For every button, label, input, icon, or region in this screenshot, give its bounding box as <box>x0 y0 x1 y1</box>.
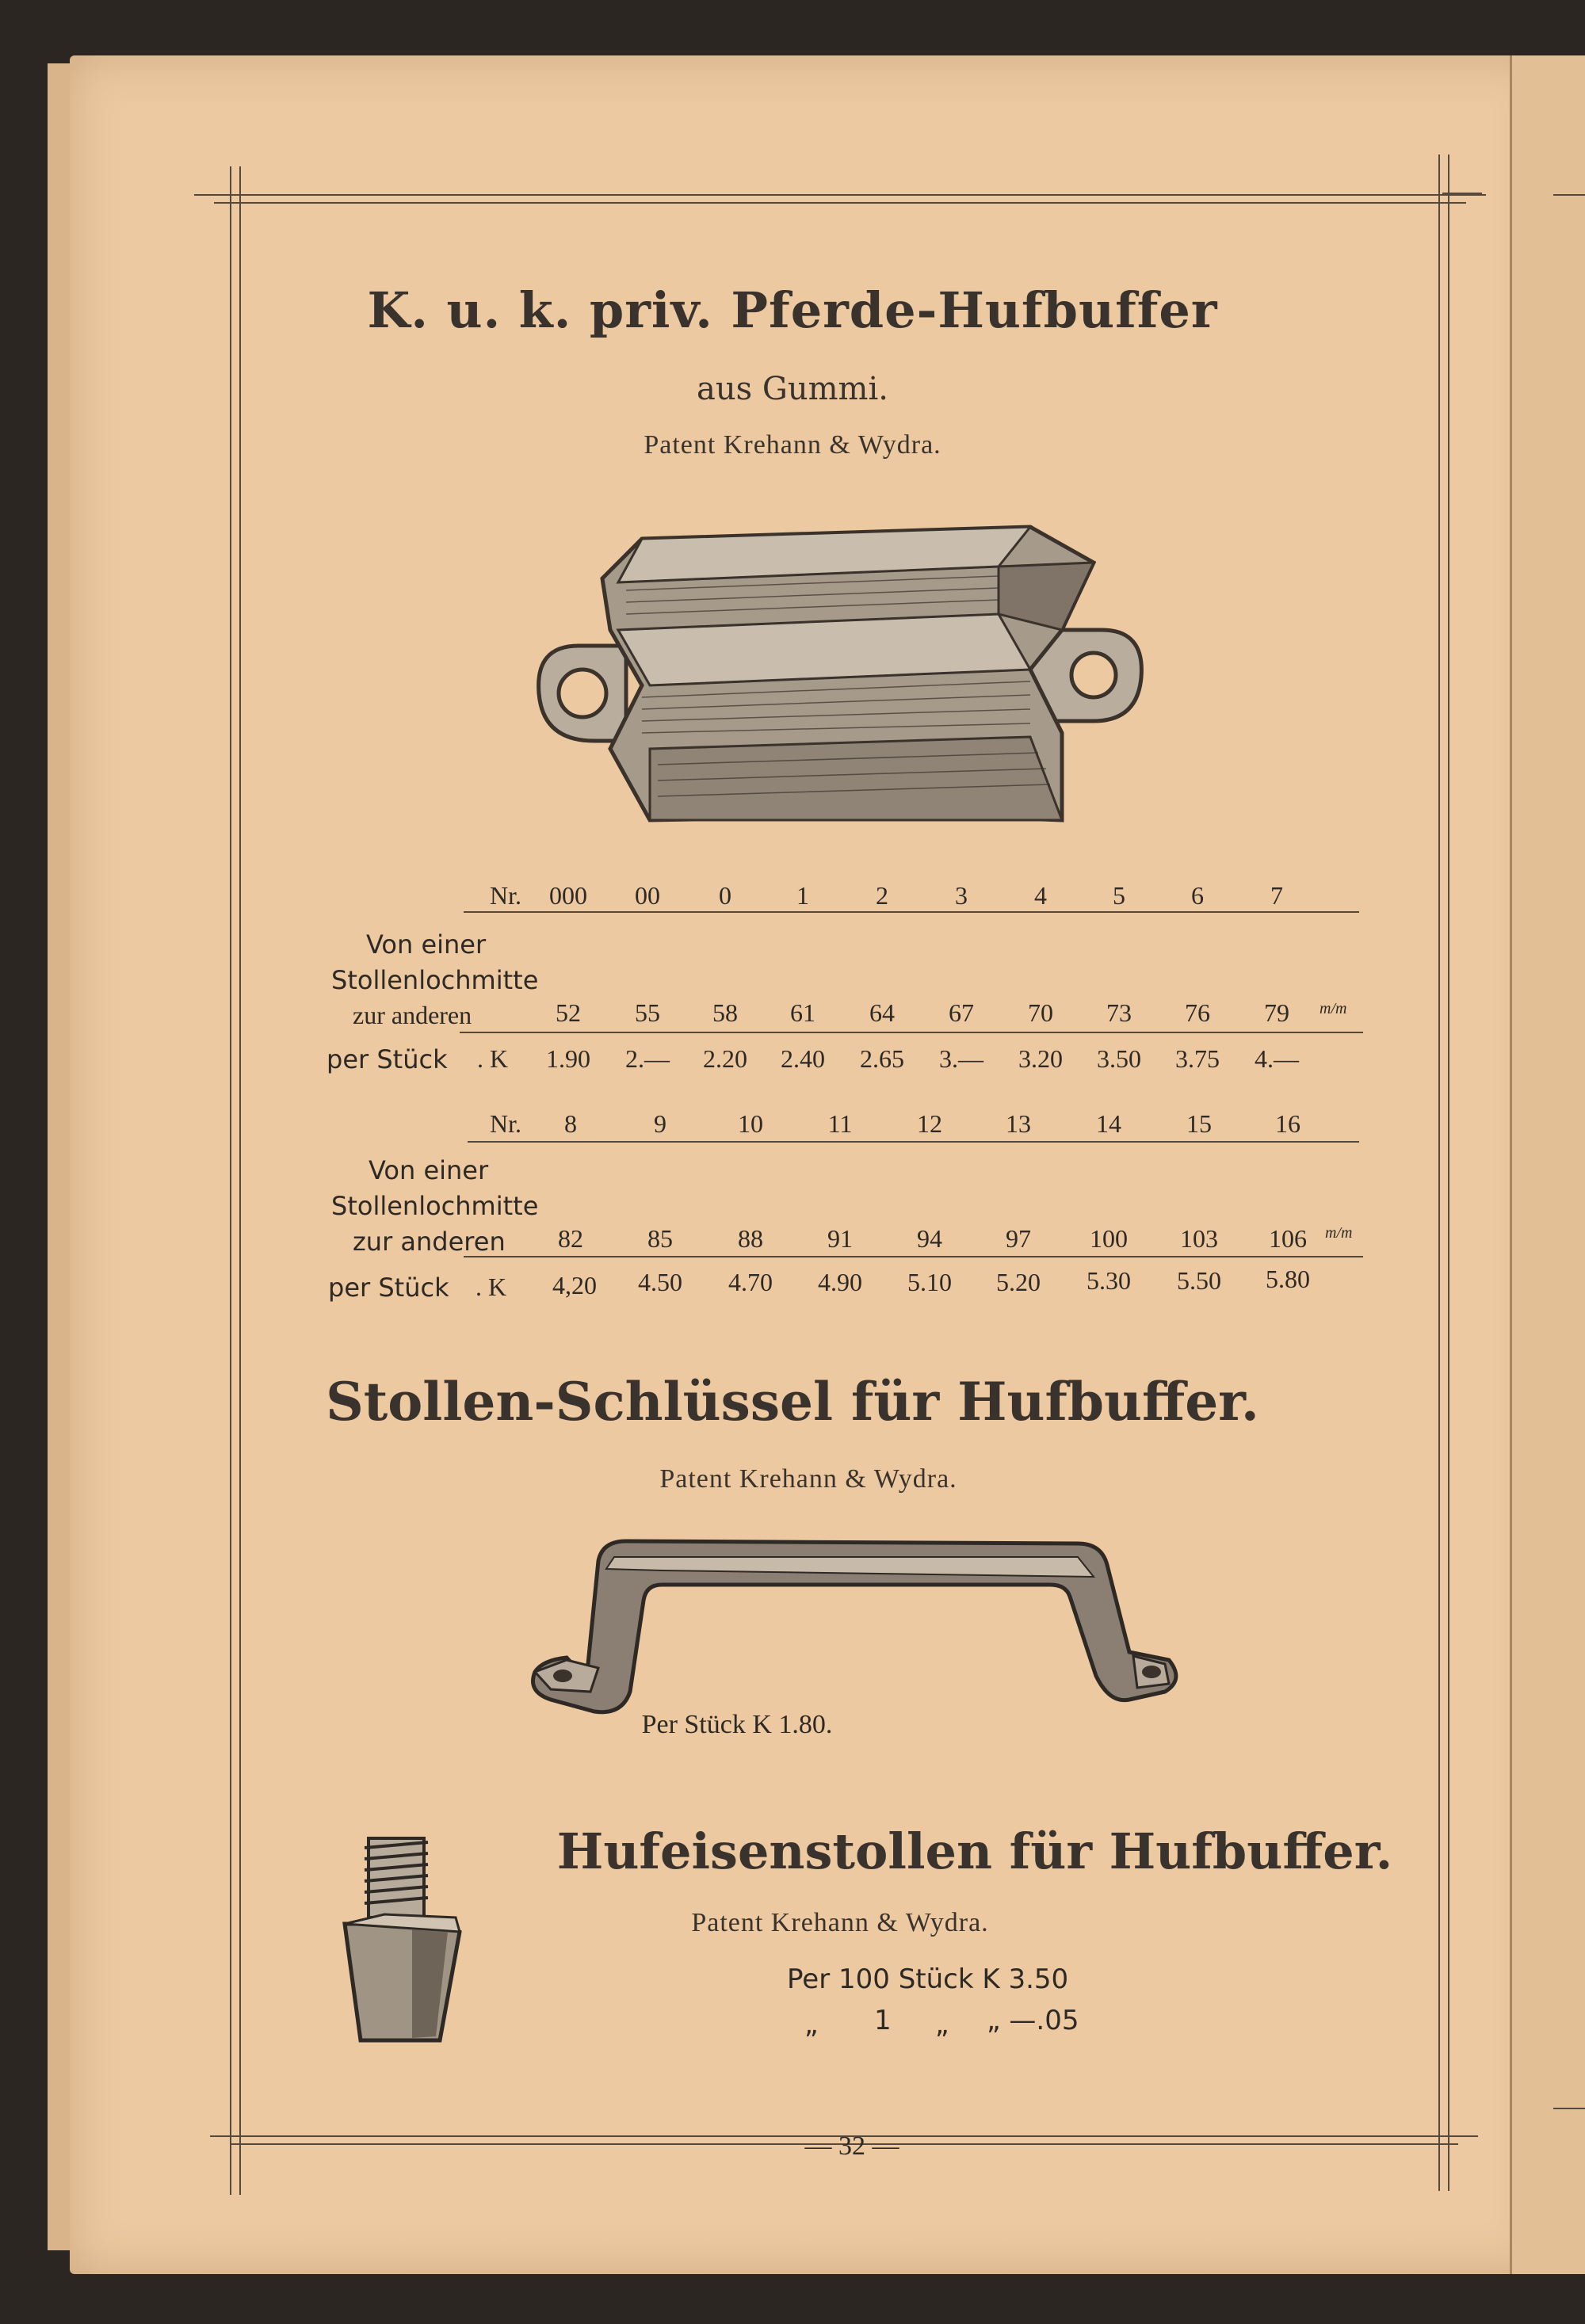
table1-dist-label-line1: Von einer <box>366 929 487 960</box>
table1-nr-cell: 00 <box>635 881 660 910</box>
main-title: K. u. k. priv. Pferde-Hufbuffer <box>367 281 1218 339</box>
section2-price: Per Stück K 1.80. <box>641 1710 833 1739</box>
table1-nr-cell: 7 <box>1270 881 1283 910</box>
page-number: — 32 — <box>804 2131 899 2161</box>
table1-price-cell: 1.90 <box>546 1044 590 1073</box>
section3-qty: 1 <box>874 2005 892 2036</box>
table1-price-cell: 2.65 <box>860 1044 904 1073</box>
table2-nr-label: Nr. <box>490 1109 521 1138</box>
table2-nr-cell: 10 <box>738 1109 763 1138</box>
table2-dist-cell: 94 <box>917 1224 942 1253</box>
table1-dist-label-line2: Stollenlochmitte <box>331 965 539 995</box>
table2-dist-label-line1: Von einer <box>369 1155 489 1185</box>
table2-nr-cell: 12 <box>917 1109 942 1138</box>
horseshoe-stud-illustration <box>337 1830 479 2052</box>
table1-price-cell: 2.— <box>625 1044 670 1073</box>
section3-ditto-2: „ <box>935 2009 949 2040</box>
stud-key-illustration <box>519 1521 1193 1727</box>
table2-dist-cell: 88 <box>738 1224 763 1253</box>
table1-nr-cell: 6 <box>1191 881 1204 910</box>
table2-nr-cell: 14 <box>1096 1109 1121 1138</box>
section3-title: Hufeisenstollen für Hufbuffer. <box>556 1822 1393 1880</box>
table2-top-rule <box>468 1141 1359 1143</box>
table1-nr-cell: 4 <box>1034 881 1047 910</box>
frame-top-inner-line <box>214 202 1466 204</box>
table2-price-cell: 5.20 <box>996 1268 1041 1296</box>
next-page-frame-tick-bottom <box>1553 2108 1585 2109</box>
table1-top-rule <box>464 911 1359 913</box>
table1-unit: m/m <box>1320 1000 1347 1017</box>
table1-price-cell: 2.40 <box>781 1044 825 1073</box>
table2-price-cell: 4.50 <box>638 1268 682 1296</box>
table2-nr-cell: 13 <box>1006 1109 1031 1138</box>
table1-dist-cell: 79 <box>1264 998 1289 1027</box>
table1-mid-rule <box>460 1032 1363 1033</box>
section3-patent-line: Patent Krehann & Wydra. <box>691 1908 989 1937</box>
table2-price-cell: 5.50 <box>1177 1266 1221 1295</box>
table1-dist-cell: 76 <box>1185 998 1210 1027</box>
main-patent-line: Patent Krehann & Wydra. <box>644 430 941 460</box>
table2-price-cell: 4.70 <box>728 1268 773 1296</box>
table1-dist-label-line3: zur anderen <box>353 1001 472 1029</box>
table1-price-cell: 3.50 <box>1097 1044 1141 1073</box>
main-subtitle: aus Gummi. <box>697 371 888 407</box>
frame-left-line <box>230 166 231 2195</box>
table2-price-cell: 4.90 <box>818 1268 862 1296</box>
table1-nr-cell: 000 <box>549 881 587 910</box>
table1-nr-cell: 0 <box>719 881 731 910</box>
table2-dist-cell: 106 <box>1269 1224 1307 1253</box>
table1-price-cell: 4.— <box>1255 1044 1299 1073</box>
table2-price-cell: 5.80 <box>1266 1265 1310 1293</box>
table2-mid-rule <box>464 1256 1363 1257</box>
table1-price-label: per Stück <box>327 1044 448 1074</box>
table2-unit: m/m <box>1325 1224 1353 1242</box>
section3-price-line2: „ —.05 <box>987 2005 1079 2036</box>
table1-dist-cell: 70 <box>1028 998 1053 1027</box>
table1-nr-cell: 3 <box>955 881 968 910</box>
table1-dist-cell: 58 <box>712 998 738 1027</box>
table2-nr-cell: 11 <box>827 1109 853 1138</box>
table1-price-cell: 3.75 <box>1175 1044 1220 1073</box>
table2-price-cell: 5.30 <box>1087 1266 1131 1295</box>
table2-dist-cell: 85 <box>647 1224 673 1253</box>
table2-dist-label-line3: zur anderen <box>353 1227 506 1257</box>
section2-patent-line: Patent Krehann & Wydra. <box>659 1464 957 1494</box>
section2-title: Stollen-Schlüssel für Hufbuffer. <box>326 1371 1259 1433</box>
table2-dist-cell: 82 <box>558 1224 583 1253</box>
table1-currency: . K <box>477 1044 509 1073</box>
table2-dist-cell: 97 <box>1006 1224 1031 1253</box>
table1-dist-cell: 64 <box>869 998 895 1027</box>
table2-price-cell: 4,20 <box>552 1271 597 1299</box>
table1-dist-cell: 61 <box>790 998 815 1027</box>
table1-dist-cell: 52 <box>556 998 581 1027</box>
table1-nr-cell: 1 <box>796 881 809 910</box>
table2-price-label: per Stück <box>328 1273 449 1303</box>
table1-dist-cell: 67 <box>949 998 974 1027</box>
table1-price-cell: 2.20 <box>703 1044 747 1073</box>
next-page-frame-tick <box>1553 194 1585 196</box>
table2-dist-label-line2: Stollenlochmitte <box>331 1191 539 1221</box>
table2-nr-cell: 9 <box>654 1109 666 1138</box>
table1-nr-cell: 5 <box>1113 881 1125 910</box>
table2-dist-cell: 100 <box>1090 1224 1128 1253</box>
table1-price-cell: 3.20 <box>1018 1044 1063 1073</box>
table2-dist-cell: 103 <box>1180 1224 1218 1253</box>
table1-dist-cell: 55 <box>635 998 660 1027</box>
table2-dist-cell: 91 <box>827 1224 853 1253</box>
table1-nr-cell: 2 <box>876 881 888 910</box>
section3-ditto-1: „ <box>804 2009 819 2040</box>
frame-left-inner-line <box>239 166 241 2195</box>
table1-nr-label: Nr. <box>490 881 521 910</box>
section3-price-line1: Per 100 Stück K 3.50 <box>787 1963 1069 1995</box>
table1-dist-cell: 73 <box>1106 998 1132 1027</box>
table2-nr-cell: 16 <box>1275 1109 1300 1138</box>
table2-nr-cell: 15 <box>1186 1109 1212 1138</box>
frame-top-line <box>194 194 1486 196</box>
table2-nr-cell: 8 <box>564 1109 577 1138</box>
table2-currency: . K <box>476 1273 507 1301</box>
hoof-buffer-illustration <box>523 511 1157 844</box>
table2-price-cell: 5.10 <box>907 1268 952 1296</box>
table1-price-cell: 3.— <box>939 1044 983 1073</box>
